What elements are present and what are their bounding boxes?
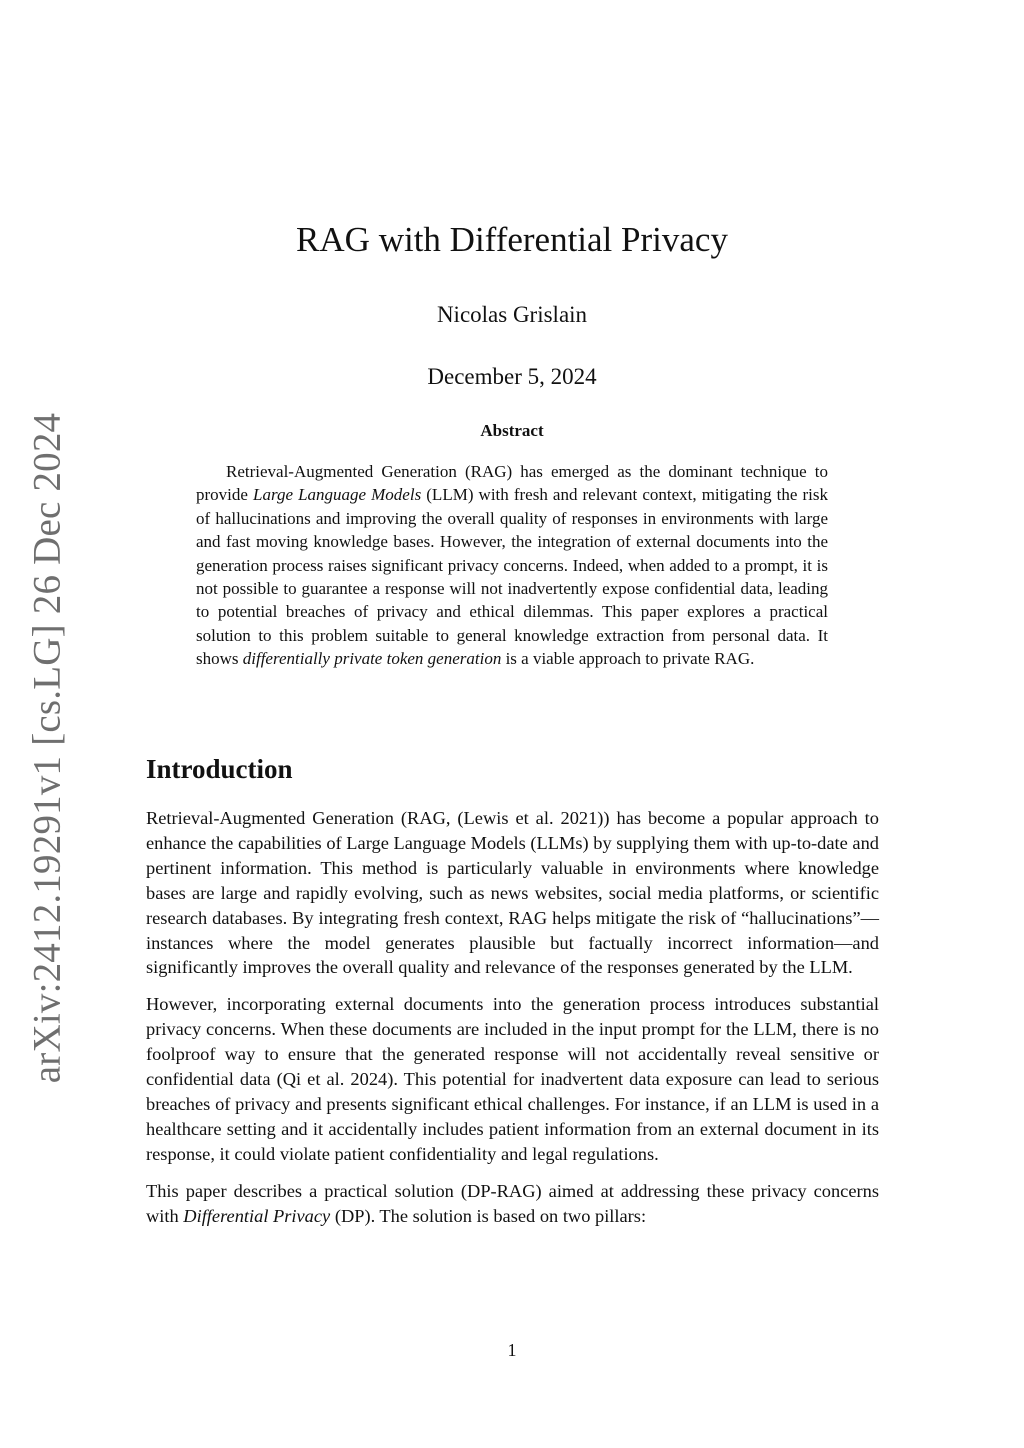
- paragraph-3-text-2: (DP). The solution is based on two pillars:: [330, 1205, 647, 1226]
- paragraph-3-text-1: This paper describes a practical solution (DP-RAG) aimed at addressing these privacy concerns with: [146, 1180, 879, 1226]
- abstract-heading: Abstract: [480, 421, 544, 440]
- abstract-text-2: (LLM) with fresh and relevant context, mitigating the risk of hallucinations and improving the overall quality of responses in environments with large and fast moving knowledge bases. However, the integration of external documents into the generation process raises significant privacy concerns. Indeed, when added to a prompt, it is not possible to guarantee a response will not inadvertently expose confidential data, leading to potential breaches of privacy and ethical dilemmas. This paper explores a practical solution to this problem suitable to general knowledge extraction from personal data. It shows: [196, 485, 829, 669]
- introduction-paragraph-3: [146, 1179, 879, 1229]
- arxiv-identifier: arXiv:2412.19291v1 [cs.LG] 26 Dec 2024: [25, 412, 69, 1084]
- abstract-emph-llm: Large Language Models: [253, 485, 422, 505]
- section-heading-introduction: Introduction: [146, 754, 293, 784]
- introduction-paragraph-1: Retrieval-Augmented Generation (RAG, (Lewis et al. 2021)) has become a popular approach to enhance the capabilities of Large Language Models (LLMs) by supplying them with up-to-date and pertinent information. This method is particularly valuable in environments where knowledge bases are large and rapidly evolving, such as news websites, social media platforms, or scientific research databases. By integrating fresh context, RAG helps mitigate the risk of “hallucinations”—instances where the model generates plausible but factually incorrect information—and significantly improves the overall quality and relevance of the responses generated by the LLM.: [146, 808, 879, 978]
- abstract-text-1: Retrieval-Augmented Generation (RAG) has emerged as the dominant technique to provide: [196, 462, 828, 505]
- introduction-paragraph-2: However, incorporating external documents into the generation process introduces substantial privacy concerns. When these documents are included in the input prompt for the LLM, there is no foolproof way to ensure that the generated response will not accidentally reveal sensitive or confidential data (Qi et al. 2024). This potential for inadvertent data exposure can lead to serious breaches of privacy and presents significant ethical challenges. For instance, if an LLM is used in a healthcare setting and it accidentally includes patient information from an external document in its response, it could violate patient confidentiality and legal regulations.: [146, 994, 879, 1164]
- abstract-emph-dp-token: differentially private token generation: [242, 649, 502, 669]
- abstract-body: [196, 460, 828, 671]
- paper-author: Nicolas Grislain: [436, 302, 588, 327]
- paper-date: December 5, 2024: [427, 364, 597, 389]
- paragraph-3-emph-dp: Differential Privacy: [183, 1205, 331, 1226]
- abstract-text-3: is a viable approach to private RAG.: [501, 649, 755, 669]
- introduction-body: [146, 806, 879, 1241]
- paper-title: RAG with Differential Privacy: [296, 220, 728, 259]
- page-number: 1: [507, 1340, 517, 1360]
